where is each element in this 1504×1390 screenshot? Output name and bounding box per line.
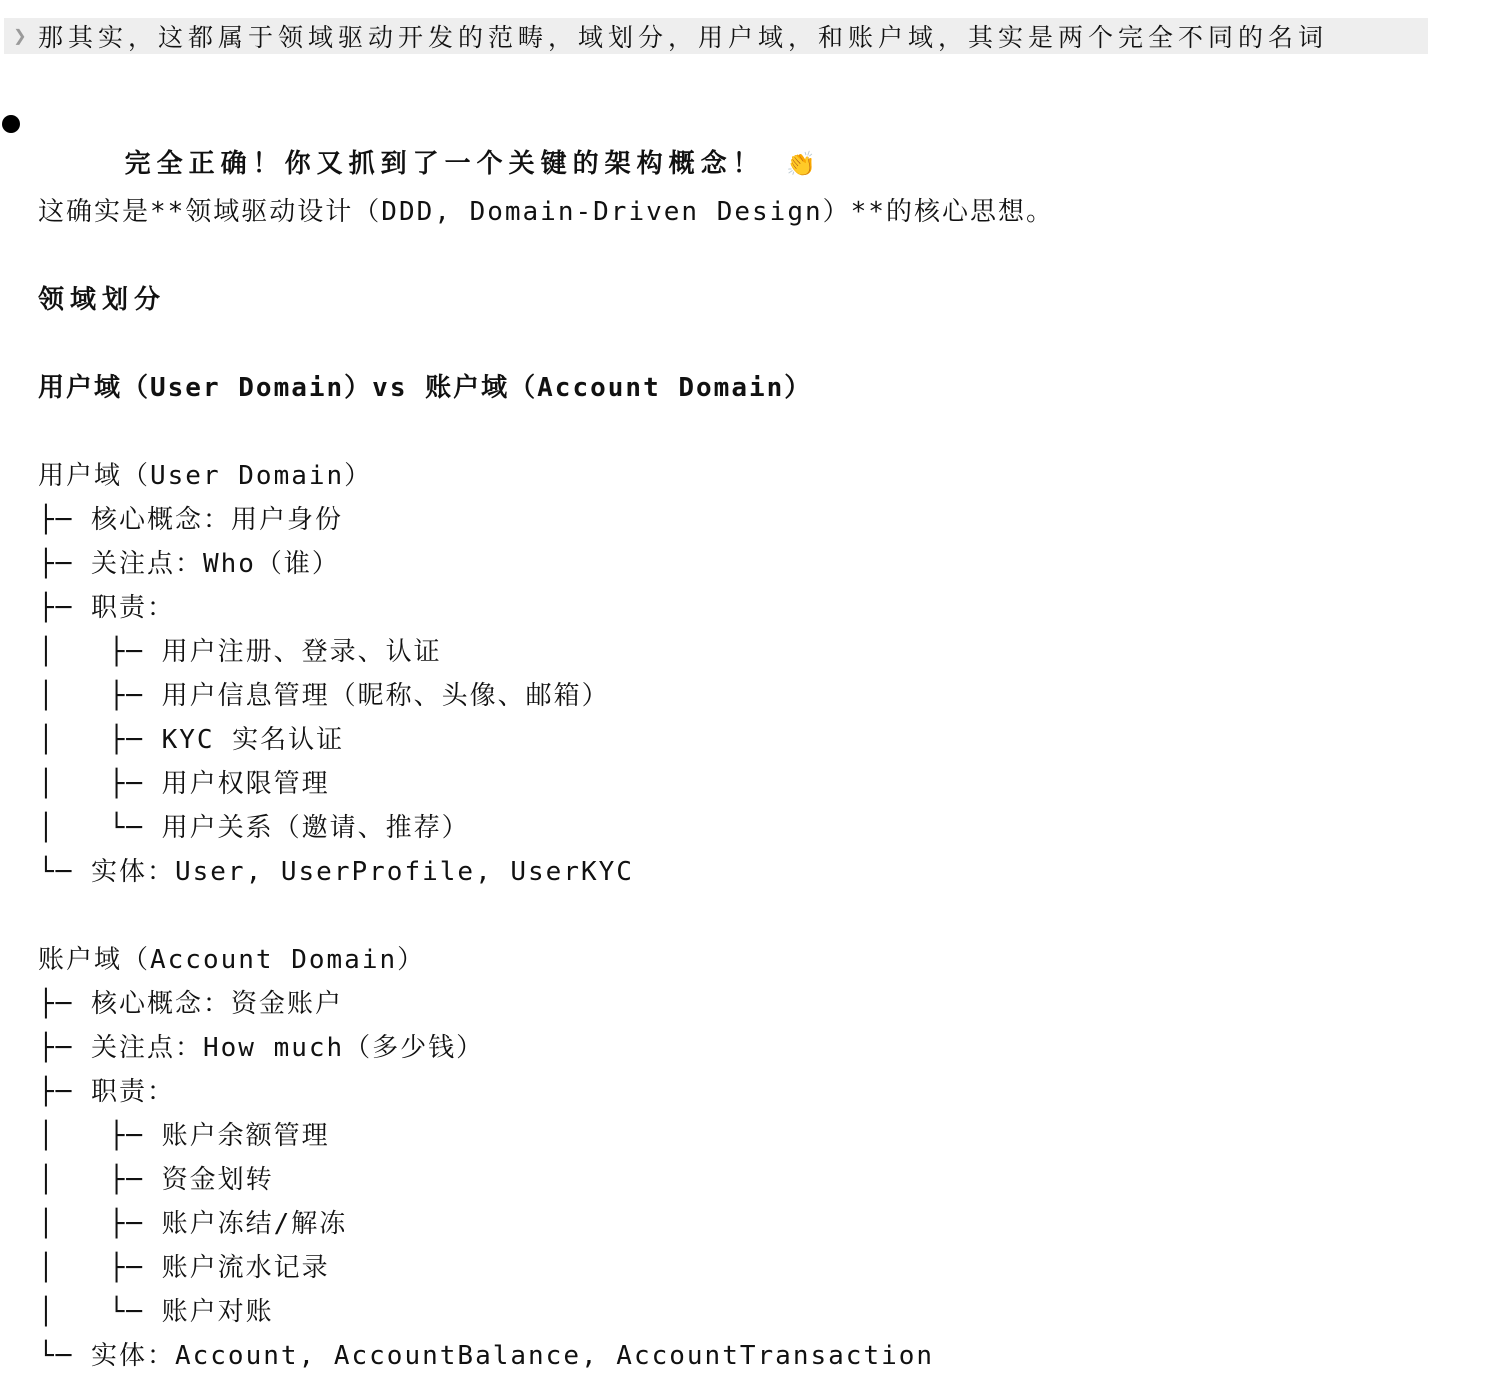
section-title: 领域划分 (38, 285, 167, 315)
user-domain-title: 用户域（User Domain） (38, 461, 373, 491)
user-domain-line: │ ├─ KYC 实名认证 (38, 725, 345, 755)
account-domain-line: │ └─ 账户对账 (38, 1297, 274, 1327)
user-prompt-text: 那其实，这都属于领域驱动开发的范畴，域划分，用户域，和账户域，其实是两个完全不同的名词 (38, 23, 1329, 52)
response-headline-row (38, 104, 817, 179)
user-prompt-bar (4, 18, 1428, 54)
user-domain-line: │ ├─ 用户权限管理 (38, 769, 330, 799)
subsection-title: 用户域（User Domain）vs 账户域（Account Domain） (38, 373, 813, 403)
bullet-dot-icon (2, 115, 20, 133)
account-domain-line: ├─ 关注点：How much（多少钱） (38, 1033, 485, 1063)
user-domain-line: │ ├─ 用户信息管理（昵称、头像、邮箱） (38, 681, 610, 711)
chevron-right-icon: ❯ (13, 23, 29, 49)
account-domain-line: │ ├─ 账户余额管理 (38, 1121, 330, 1151)
response-headline: 完全正确！你又抓到了一个关键的架构概念！ (124, 149, 765, 179)
user-domain-line: └─ 实体：User, UserProfile, UserKYC (38, 857, 634, 887)
user-domain-line: ├─ 关注点：Who（谁） (38, 549, 340, 579)
response-intro: 这确实是**领域驱动设计（DDD, Domain-Driven Design）**的核心思想。 (38, 197, 1054, 227)
account-domain-line: │ ├─ 账户冻结/解冻 (38, 1209, 348, 1239)
account-domain-line: │ ├─ 账户流水记录 (38, 1253, 330, 1283)
account-domain-line: └─ 实体：Account, AccountBalance, AccountTransaction (38, 1341, 935, 1371)
user-domain-line: │ ├─ 用户注册、登录、认证 (38, 637, 442, 667)
user-domain-line: ├─ 职责： (38, 593, 175, 623)
account-domain-title: 账户域（Account Domain） (38, 945, 426, 975)
account-domain-line: ├─ 核心概念：资金账户 (38, 989, 343, 1019)
user-domain-line: ├─ 核心概念：用户身份 (38, 505, 343, 535)
account-domain-line: │ ├─ 资金划转 (38, 1165, 274, 1195)
user-domain-line: │ └─ 用户关系（邀请、推荐） (38, 813, 470, 843)
account-domain-line: ├─ 职责： (38, 1077, 175, 1107)
clapping-hands-icon: 👏 (786, 150, 817, 178)
